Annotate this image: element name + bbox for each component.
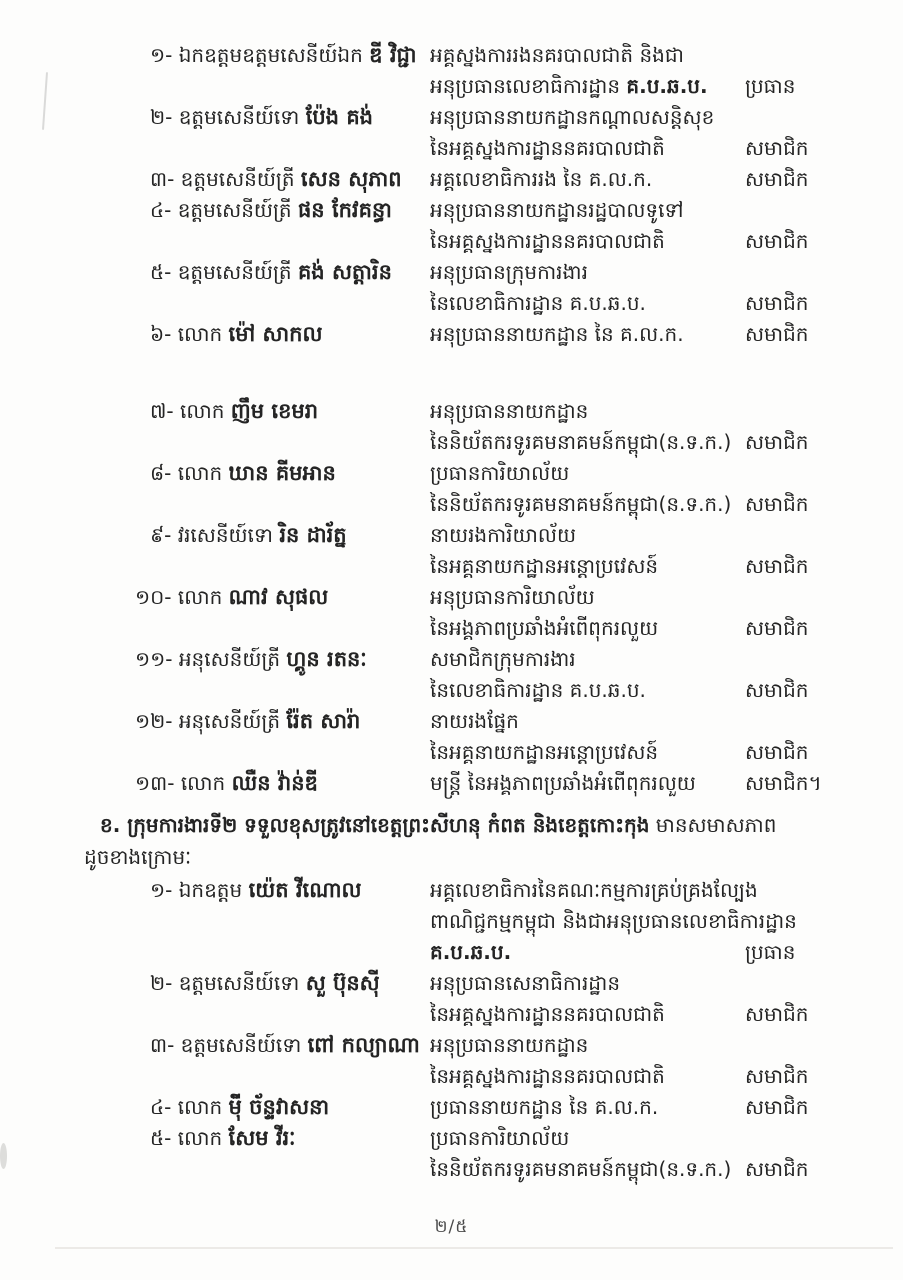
item-duty xyxy=(430,1092,745,1123)
item-left-cell xyxy=(0,768,430,799)
item-rank-title: លោក xyxy=(177,322,229,346)
item-line xyxy=(0,937,903,968)
item-duty-text: អគ្គស្នងការរងនគរបាលជាតិ និងជា xyxy=(430,43,684,67)
item-line xyxy=(0,906,903,937)
item-duty xyxy=(430,1030,745,1061)
item-membership: សមាជិក។ xyxy=(745,771,822,795)
item-left-cell xyxy=(0,1092,430,1123)
item-line xyxy=(0,1092,903,1123)
item-line xyxy=(0,551,903,582)
item-line xyxy=(0,102,903,133)
item-line xyxy=(0,644,903,675)
list-item xyxy=(0,195,903,257)
item-rank-title: អនុសេនីយ៍ត្រី xyxy=(178,647,287,671)
list-item xyxy=(0,102,903,164)
item-person-name: ញឹម ខេមរា xyxy=(230,399,319,423)
item-rank-title: ឯកឧត្តមឧត្តមសេនីយ៍ឯក xyxy=(178,43,370,67)
item-duty xyxy=(430,1061,745,1092)
item-line xyxy=(0,458,903,489)
item-line xyxy=(0,1123,903,1154)
item-duty-text: នៃអគ្គនាយកដ្ឋានអន្តោប្រវេសន៍ xyxy=(430,740,659,764)
item-line xyxy=(0,999,903,1030)
item-membership: សមាជិក xyxy=(745,167,809,191)
item-number: ១- xyxy=(150,43,179,67)
item-membership-cell xyxy=(745,489,903,520)
item-person-name: សែម វីរៈ xyxy=(228,1126,296,1150)
item-duty xyxy=(430,706,745,737)
item-left-cell xyxy=(0,644,430,675)
item-duty xyxy=(430,288,745,319)
item-line xyxy=(0,737,903,768)
item-duty-text: អគ្គលេខាធិការរង នៃ គ.ល.ក. xyxy=(430,167,653,191)
item-line xyxy=(0,319,903,350)
item-rank-title: ឧត្តមសេនីយ៍ត្រី xyxy=(177,198,298,222)
item-duty xyxy=(430,906,797,937)
item-duty xyxy=(430,102,745,133)
list-item xyxy=(0,40,903,102)
item-membership: សមាជិក xyxy=(745,136,809,160)
item-membership-cell xyxy=(745,1061,903,1092)
item-person-name: យ៉េត វីណោល xyxy=(248,878,362,902)
item-duty-text: នៃនិយ័តករទូរគមនាគមន៍កម្ពុជា(ន.ទ.ក.) xyxy=(430,492,732,516)
item-duty-text: នៃអគ្គស្នងការដ្ឋាននគរបាលជាតិ xyxy=(430,1002,665,1026)
item-line xyxy=(0,768,903,799)
item-rank-title: អនុសេនីយ៍ត្រី xyxy=(178,709,287,733)
item-membership-cell xyxy=(745,551,903,582)
item-left-cell xyxy=(0,458,430,489)
scan-artifact-bottom-line xyxy=(55,1247,893,1249)
item-person-name: ម៉ុី ច័ន្ទវាសនា xyxy=(228,1095,330,1119)
item-membership-cell xyxy=(745,164,903,195)
item-left-cell xyxy=(0,40,430,71)
item-duty xyxy=(430,458,745,489)
item-duty-text: នៃលេខាធិការដ្ឋាន គ.ប.ឆ.ប. xyxy=(430,291,646,315)
item-membership-cell xyxy=(745,226,903,257)
item-number: ៣- xyxy=(150,167,181,191)
item-duty-abbreviation: គ.ប.ឆ.ប. xyxy=(626,74,708,98)
item-duty-text: នៃអគ្គនាយកដ្ឋានអន្តោប្រវេសន៍ xyxy=(430,554,659,578)
item-rank-title: ឯកឧត្តម xyxy=(178,878,249,902)
item-duty-text: ប្រធានការិយាល័យ xyxy=(430,1126,570,1150)
item-line xyxy=(0,288,903,319)
list-item xyxy=(0,1123,903,1185)
item-membership-cell xyxy=(745,319,903,350)
item-rank-title: លោក xyxy=(177,1095,229,1119)
item-duty xyxy=(430,768,745,799)
item-duty xyxy=(430,195,745,226)
item-duty xyxy=(430,644,745,675)
item-line xyxy=(0,520,903,551)
item-duty xyxy=(430,875,758,906)
item-line xyxy=(0,1154,903,1185)
item-person-name: រិន ដារ័ត្ន xyxy=(279,523,347,547)
item-duty xyxy=(430,675,745,706)
item-line xyxy=(0,968,903,999)
list-item xyxy=(0,520,903,582)
item-left-cell xyxy=(0,582,430,613)
item-duty-text: អនុប្រធាននាយកដ្ឋានរដ្ឋបាលទូទៅ xyxy=(430,198,684,222)
item-number: ៣- xyxy=(150,1033,181,1057)
item-membership-cell xyxy=(745,133,903,164)
item-membership-cell xyxy=(745,427,903,458)
item-line xyxy=(0,133,903,164)
section-heading-regular: មានសមាសភាព xyxy=(649,813,777,837)
item-rank-title: ឧត្តមសេនីយ៍ទោ xyxy=(178,105,306,129)
item-person-name: សេន សុភាព xyxy=(300,167,402,191)
item-person-name: ផន កែវគន្ធា xyxy=(297,198,392,222)
item-duty xyxy=(430,1123,745,1154)
item-line xyxy=(0,427,903,458)
item-left-cell xyxy=(0,520,430,551)
item-number: ៥- xyxy=(150,1126,178,1150)
item-person-name: ហ្គូន រតនៈ xyxy=(286,647,367,671)
item-number: ៥- xyxy=(150,260,178,284)
item-line xyxy=(0,40,903,71)
item-rank-title: លោក xyxy=(179,399,231,423)
item-duty xyxy=(430,999,745,1030)
item-duty-text: ប្រធានការិយាល័យ xyxy=(430,461,570,485)
list-item xyxy=(0,164,903,195)
item-duty-text: នៃអគ្គស្នងការដ្ឋាននគរបាលជាតិ xyxy=(430,1064,665,1088)
item-duty-text: នៃអង្គភាពប្រឆាំងអំពើពុករលួយ xyxy=(430,616,659,640)
member-roster xyxy=(0,40,903,1185)
item-duty-text: អនុប្រធាននាយកដ្ឋាន xyxy=(430,1033,589,1057)
list-item xyxy=(0,1092,903,1123)
item-duty-text: អនុប្រធាននាយកដ្ឋាន នៃ គ.ល.ក. xyxy=(430,322,684,346)
item-number: ៨- xyxy=(150,461,178,485)
item-membership: សមាជិក xyxy=(745,291,809,315)
item-membership-cell xyxy=(745,613,903,644)
item-left-cell xyxy=(0,195,430,226)
item-person-name: ប៉ែង គង់ xyxy=(305,105,373,129)
item-person-name: ឌី វិជ្ជា xyxy=(369,43,417,67)
item-membership: ប្រធាន xyxy=(745,74,796,98)
item-duty xyxy=(430,968,745,999)
item-person-name: ពៅ កល្យាណា xyxy=(307,1033,420,1057)
item-left-cell xyxy=(0,706,430,737)
working-group-1-members xyxy=(0,40,903,799)
item-duty xyxy=(430,489,745,520)
item-line xyxy=(0,1061,903,1092)
item-duty xyxy=(430,164,745,195)
item-rank-title: លោក xyxy=(177,461,229,485)
list-item xyxy=(0,1030,903,1092)
item-number: ១- xyxy=(150,878,179,902)
item-number: ១២- xyxy=(135,709,179,733)
item-line xyxy=(0,582,903,613)
item-duty-text: ពាណិជ្ជកម្មកម្ពុជា និងជាអនុប្រធានលេខាធិការដ្ឋាន xyxy=(430,909,797,933)
item-number: ២- xyxy=(150,971,179,995)
item-membership: ប្រធាន xyxy=(745,940,796,964)
item-duty-text: អនុប្រធានលេខាធិការដ្ឋាន xyxy=(430,74,627,98)
item-duty-text: អនុប្រធានសេនាធិការដ្ឋាន xyxy=(430,971,621,995)
item-left-cell xyxy=(0,968,430,999)
item-number: ២- xyxy=(150,105,179,129)
item-rank-title: លោក xyxy=(180,771,232,795)
list-item xyxy=(0,968,903,1030)
item-membership-cell xyxy=(745,71,903,102)
item-rank-title: ឧត្តមសេនីយ៍ទោ xyxy=(178,971,306,995)
item-duty xyxy=(430,133,745,164)
item-duty xyxy=(430,582,745,613)
item-left-cell xyxy=(0,396,430,427)
item-duty xyxy=(430,40,745,71)
item-duty-text: អនុប្រធានក្រុមការងារ xyxy=(430,260,588,284)
item-membership: សមាជិក xyxy=(745,1064,809,1088)
item-duty-abbreviation: គ.ប.ឆ.ប. xyxy=(430,940,512,964)
item-duty xyxy=(430,71,745,102)
item-number: ៤- xyxy=(150,198,178,222)
list-item xyxy=(0,458,903,520)
item-line xyxy=(0,1030,903,1061)
item-membership: សមាជិក xyxy=(745,1002,809,1026)
item-line xyxy=(0,226,903,257)
item-number: ១៣- xyxy=(135,771,181,795)
list-item xyxy=(0,319,903,350)
item-membership-cell xyxy=(745,675,903,706)
item-number: ៦- xyxy=(150,322,178,346)
item-duty xyxy=(430,520,745,551)
section-heading-bold: ខ. ក្រុមការងារទី២ ទទួលខុសត្រូវនៅខេត្តព្រះសីហនុ កំពត និងខេត្តកោះកុង xyxy=(100,813,650,837)
item-duty-text: នាយរងការិយាល័យ xyxy=(430,523,576,547)
item-membership: សមាជិក xyxy=(745,554,809,578)
list-item xyxy=(0,257,903,319)
item-left-cell xyxy=(0,319,430,350)
item-duty-text: ប្រធាននាយកដ្ឋាន នៃ គ.ល.ក. xyxy=(430,1095,659,1119)
item-duty-text: នៃអគ្គស្នងការដ្ឋាននគរបាលជាតិ xyxy=(430,229,665,253)
item-left-cell xyxy=(0,257,430,288)
item-duty-text: សមាជិកក្រុមការងារ xyxy=(430,647,576,671)
item-duty-text: អនុប្រធាននាយកដ្ឋានកណ្តាលសន្តិសុខ xyxy=(430,105,715,129)
item-number: ៧- xyxy=(150,399,180,423)
item-line xyxy=(0,613,903,644)
item-line xyxy=(0,71,903,102)
item-line xyxy=(0,706,903,737)
item-membership: សមាជិក xyxy=(745,616,809,640)
list-item xyxy=(0,875,903,968)
item-left-cell xyxy=(0,102,430,133)
item-person-name: រ៉ែត សារ៉ា xyxy=(286,709,361,733)
item-membership-cell xyxy=(745,999,903,1030)
item-duty-text: នាយរងផ្នែក xyxy=(430,709,519,733)
item-duty xyxy=(430,226,745,257)
list-item xyxy=(0,644,903,706)
item-number: ៤- xyxy=(150,1095,178,1119)
item-left-cell xyxy=(0,875,430,906)
item-duty xyxy=(430,319,745,350)
item-duty-text: នៃអគ្គស្នងការដ្ឋាននគរបាលជាតិ xyxy=(430,136,665,160)
item-person-name: គង់ សត្តារិន xyxy=(297,260,392,284)
item-line xyxy=(0,489,903,520)
item-membership-cell xyxy=(745,768,903,799)
item-duty-text: នៃនិយ័តករទូរគមនាគមន៍កម្ពុជា(ន.ទ.ក.) xyxy=(430,1157,732,1181)
item-duty xyxy=(430,551,745,582)
item-left-cell xyxy=(0,1123,430,1154)
section-heading-continuation: ដូចខាងក្រោមៈ xyxy=(84,845,192,869)
item-person-name: ម៉ៅ សាកល xyxy=(228,322,323,346)
item-membership: សមាជិក xyxy=(745,430,809,454)
item-membership: សមាជិក xyxy=(745,740,809,764)
item-duty-text: អគ្គលេខាធិការនៃគណៈកម្មការគ្រប់គ្រងល្បែង xyxy=(430,878,758,902)
item-membership-cell xyxy=(745,1154,903,1185)
item-person-name: ឃាន គីមអាន xyxy=(228,461,336,485)
item-membership-cell xyxy=(745,937,903,968)
item-membership: សមាជិក xyxy=(745,678,809,702)
item-duty xyxy=(430,737,745,768)
list-item xyxy=(0,768,903,799)
item-rank-title: វរសេនីយ៍ទោ xyxy=(177,523,280,547)
item-left-cell xyxy=(0,164,430,195)
item-line xyxy=(0,257,903,288)
item-line xyxy=(0,875,903,906)
item-number: ១០- xyxy=(135,585,178,609)
item-duty-text: អនុប្រធាននាយកដ្ឋាន xyxy=(430,399,589,423)
item-duty xyxy=(430,257,745,288)
item-rank-title: ឧត្តមសេនីយ៍ត្រី xyxy=(177,260,298,284)
item-line xyxy=(0,396,903,427)
item-rank-title: ឧត្តមសេនីយ៍ត្រី xyxy=(180,167,301,191)
item-membership-cell xyxy=(745,737,903,768)
item-duty-text: នៃលេខាធិការដ្ឋាន គ.ប.ឆ.ប. xyxy=(430,678,646,702)
list-item xyxy=(0,582,903,644)
item-number: ៩- xyxy=(150,523,178,547)
list-item xyxy=(0,706,903,768)
item-membership: សមាជិក xyxy=(745,322,809,346)
item-rank-title: លោក xyxy=(177,585,229,609)
item-membership-cell xyxy=(745,1092,903,1123)
section-heading xyxy=(0,809,903,841)
item-duty-text: នៃនិយ័តករទូរគមនាគមន៍កម្ពុជា(ន.ទ.ក.) xyxy=(430,430,732,454)
item-person-name: ឈឺន វ៉ាន់ឌី xyxy=(231,771,318,795)
item-number: ១១- xyxy=(135,647,179,671)
item-membership-cell xyxy=(745,288,903,319)
item-membership: សមាជិក xyxy=(745,1157,809,1181)
item-membership: សមាជិក xyxy=(745,229,809,253)
item-line xyxy=(0,164,903,195)
item-membership: សមាជិក xyxy=(745,492,809,516)
page-number: ២/៥ xyxy=(434,1217,469,1237)
working-group-2 xyxy=(0,809,903,1185)
item-duty xyxy=(430,937,745,968)
item-left-cell xyxy=(0,1030,430,1061)
item-line xyxy=(0,195,903,226)
item-duty-text: អនុប្រធានការិយាល័យ xyxy=(430,585,595,609)
item-duty-text: មន្ត្រី នៃអង្គភាពប្រឆាំងអំពើពុករលួយ xyxy=(430,771,696,795)
item-person-name: ណាវ សុផល xyxy=(228,585,329,609)
item-membership: សមាជិក xyxy=(745,1095,809,1119)
item-duty xyxy=(430,427,745,458)
item-rank-title: ឧត្តមសេនីយ៍ទោ xyxy=(180,1033,308,1057)
item-duty xyxy=(430,1154,745,1185)
item-duty xyxy=(430,396,745,427)
item-person-name: សួ ប៊ុនស៊ី xyxy=(305,971,380,995)
list-item xyxy=(0,396,903,458)
item-duty xyxy=(430,613,745,644)
item-line xyxy=(0,675,903,706)
item-rank-title: លោក xyxy=(177,1126,229,1150)
